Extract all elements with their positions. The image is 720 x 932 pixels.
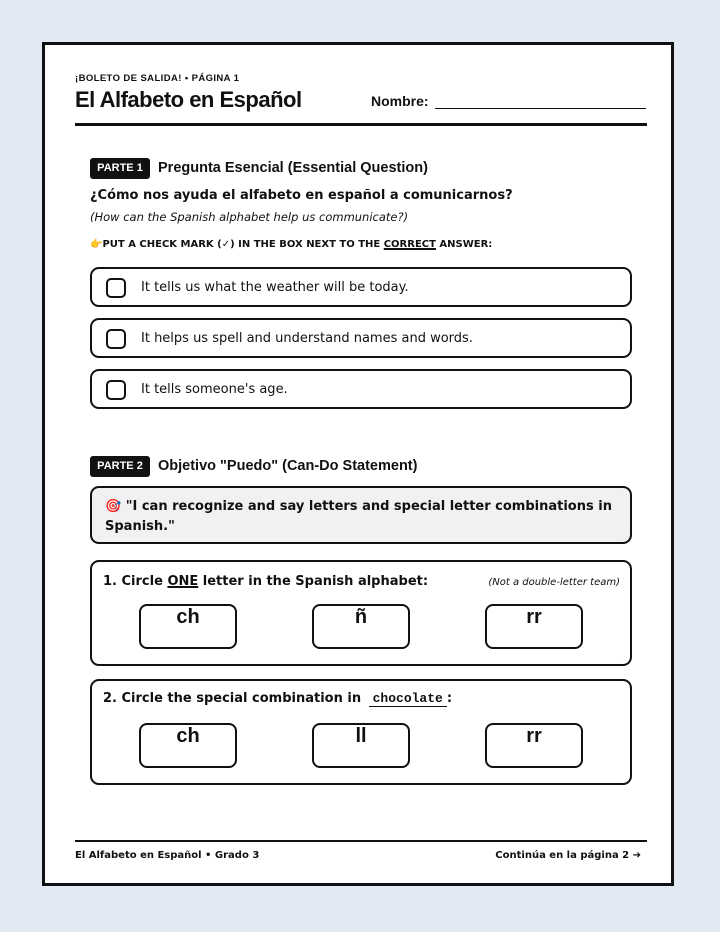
worksheet-page: [42, 42, 674, 886]
letter-choice[interactable]: rr: [485, 723, 583, 768]
checkbox[interactable]: [106, 278, 126, 298]
checkbox[interactable]: [106, 329, 126, 349]
can-do-statement-text: "I can recognize and say letters and special letter combinations in Spanish.": [105, 499, 612, 534]
answer-option-text: It tells us what the weather will be today.: [141, 280, 409, 295]
can-do-statement-box: [90, 486, 632, 544]
letter-choice[interactable]: ch: [139, 604, 237, 649]
instruction-pre: PUT A CHECK MARK (✓) IN THE BOX NEXT TO THE: [102, 239, 384, 250]
target-icon: 🎯: [105, 499, 122, 514]
instruction-emphasis: CORRECT: [383, 239, 436, 250]
part2-badge: PARTE 2: [90, 456, 150, 477]
page-title: El Alfabeto en Español: [75, 87, 302, 112]
checkbox[interactable]: [106, 380, 126, 400]
letter-choice[interactable]: ll: [312, 723, 410, 768]
question-2-word: chocolate: [369, 691, 447, 707]
question-1-prompt: [103, 574, 428, 589]
letter-choice[interactable]: rr: [485, 604, 583, 649]
question-card-2: [90, 679, 632, 785]
part2-title: Objetivo "Puedo" (Can-Do Statement): [158, 458, 418, 474]
answer-option[interactable]: [90, 318, 632, 358]
part1-badge: PARTE 1: [90, 158, 150, 179]
can-do-statement: [105, 497, 615, 536]
pointing-hand-icon: 👉: [90, 239, 103, 250]
answer-option-text: It tells someone's age.: [141, 382, 288, 397]
letter-choice[interactable]: ch: [139, 723, 237, 768]
page-kicker: ¡BOLETO DE SALIDA! • PÁGINA 1: [75, 73, 240, 84]
footer-divider: [75, 840, 647, 842]
answer-option-text: It helps us spell and understand names and words.: [141, 331, 473, 346]
header-divider: [75, 123, 647, 126]
question-1-post: letter in the Spanish alphabet:: [198, 574, 429, 589]
name-input-line[interactable]: [435, 108, 646, 109]
question-card-1: [90, 560, 632, 666]
essential-question: ¿Cómo nos ayuda el alfabeto en español a comunicarnos?: [90, 188, 513, 203]
name-label: Nombre:: [371, 93, 429, 109]
question-1-note: (Not a double-letter team): [488, 577, 620, 588]
question-2-prompt: [103, 691, 452, 707]
footer-right: Continúa en la página 2 ➔: [495, 850, 641, 861]
question-2-pre: 2. Circle the special combination in: [103, 691, 366, 706]
answer-option[interactable]: [90, 369, 632, 409]
question-2-post: :: [446, 691, 453, 706]
essential-question-translation: (How can the Spanish alphabet help us communicate?): [90, 210, 409, 224]
part1-title: Pregunta Esencial (Essential Question): [158, 160, 428, 176]
instruction: [90, 239, 492, 250]
question-1-pre: 1. Circle: [103, 574, 168, 589]
footer-left: El Alfabeto en Español • Grado 3: [75, 850, 260, 861]
letter-choice[interactable]: ñ: [312, 604, 410, 649]
instruction-post: ANSWER:: [435, 239, 493, 250]
answer-option[interactable]: [90, 267, 632, 307]
question-1-emphasis: ONE: [167, 574, 199, 589]
